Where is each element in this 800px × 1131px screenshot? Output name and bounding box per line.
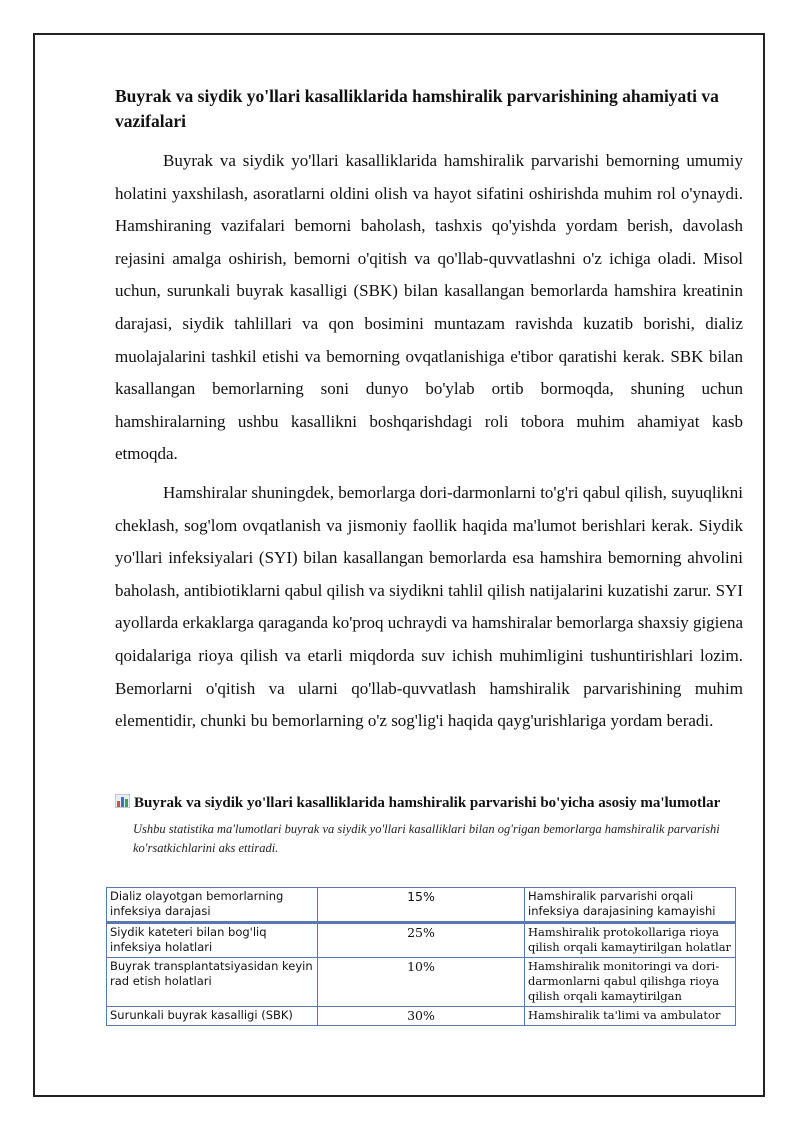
- paragraph-1: Buyrak va siydik yo'llari kasalliklarida hamshiralik parvarishi bemorning umumiy holatini yaxshilash, asoratlarni oldini olish va hayot sifatini oshirishda muhim rol o'ynaydi. Hamshiraning vazifalari bemorni baholash, tashxis qo'yishda yordam berish, davolash rejasini amalga oshirish, bemorni o'qitish va qo'llab-quvvatlashni o'z ichiga oladi. Misol uchun, surunkali buyrak kasalligi (SBK) bilan kasallangan bemorlarda hamshira kreatinin darajasi, siydik tahlillari va qon bosimini muntazam ravishda kuzatib borishi, dializ muolajalarini tashkil etishi va bemorning ovqatlanishiga e'tibor qaratishi kerak. SBK bilan kasallangan bemorlarning soni dunyo bo'ylab ortib bormoqda, shuning uchun hamshiralarning ushbu kasallikni boshqarishdagi roli tobora muhim ahamiyat kasb etmoqda.: [115, 151, 743, 464]
- table-cell-value: 25%: [318, 923, 525, 958]
- table-cell-label: Siydik kateteri bilan bog'liq infeksiya holatlari: [107, 923, 318, 958]
- table-cell-note: Hamshiralik protokollariga rioya qilish orqali kamaytirilgan holatlar: [525, 923, 736, 958]
- document-body: [115, 84, 743, 738]
- section-title-text: Buyrak va siydik yo'llari kasalliklarida hamshiralik parvarishi bo'yicha asosiy ma'lumotlar: [134, 795, 721, 811]
- table-cell-label: Surunkali buyrak kasalligi (SBK): [107, 1007, 318, 1026]
- section-title: [115, 792, 743, 814]
- table-row: [107, 1007, 736, 1026]
- table-cell-label: Dializ olayotgan bemorlarning infeksiya darajasi: [107, 888, 318, 923]
- section-caption: Ushbu statistika ma'lumotlari buyrak va siydik yo'llari kasalliklari bilan og'rigan bemorlarga hamshiralik parvarishi ko'rsatkichlarini aks ettiradi.: [133, 822, 720, 855]
- table-row: [107, 888, 736, 923]
- table-cell-value: 10%: [318, 958, 525, 1007]
- table-cell-value: 15%: [318, 888, 525, 923]
- document-title: Buyrak va siydik yo'llari kasalliklarida hamshiralik parvarishining ahamiyati va vazifalari: [115, 86, 719, 131]
- statistics-section: [115, 792, 743, 858]
- table-cell-value: 30%: [318, 1007, 525, 1026]
- table-cell-note: Hamshiralik parvarishi orqali infeksiya darajasining kamayishi: [525, 888, 736, 923]
- table-cell-note: Hamshiralik monitoringi va dori-darmonlarni qabul qilishga rioya qilish orqali kamaytirilgan: [525, 958, 736, 1007]
- statistics-table: [106, 887, 736, 1026]
- table-row: [107, 958, 736, 1007]
- table-row: [107, 923, 736, 958]
- table-cell-note: Hamshiralik ta'limi va ambulator: [525, 1007, 736, 1026]
- bar-chart-icon: [115, 794, 130, 808]
- table-cell-label: Buyrak transplantatsiyasidan keyin rad etish holatlari: [107, 958, 318, 1007]
- paragraph-2: Hamshiralar shuningdek, bemorlarga dori-darmonlarni to'g'ri qabul qilish, suyuqlikni cheklash, sog'lom ovqatlanish va jismoniy faollik haqida ma'lumot berishlari kerak. Siydik yo'llari infeksiyalari (SYI) bilan kasallangan bemorlarda esa hamshira bemorning ahvolini baholash, antibiotiklarni qabul qilish va siydikni tahlil qilish natijalarini kuzatishi zarur. SYI ayollarda erkaklarga qaraganda ko'proq uchraydi va hamshiralar bemorlarga shaxsiy gigiena qoidalariga rioya qilish va etarli miqdorda suv ichish muhimligini tushuntirishlari lozim. Bemorlarni o'qitish va ularni qo'llab-quvvatlash hamshiralik parvarishining muhim elementidir, chunki bu bemorlarning o'z sog'lig'i haqida qayg'urishlariga yordam beradi.: [115, 482, 743, 731]
